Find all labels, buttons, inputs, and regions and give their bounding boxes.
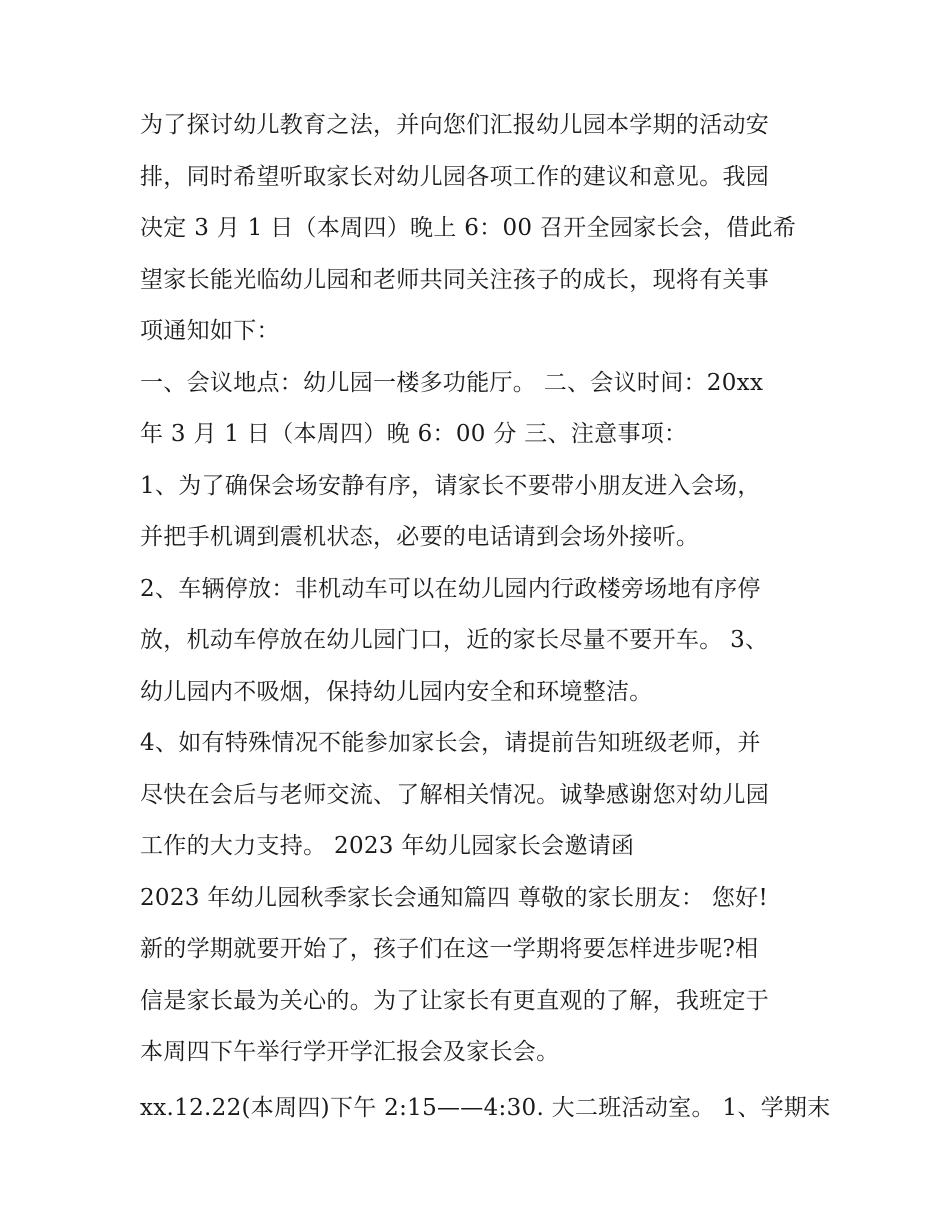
text-line: xx.12.22(本周四)下午 2:15——4:30. 大二班活动室。 1、学期末 bbox=[140, 1094, 831, 1121]
text-line: 幼儿园内不吸烟，保持幼儿园内安全和环境整洁。 bbox=[140, 678, 653, 705]
text-line: 尽快在会后与老师交流、了解相关情况。诚挚感谢您对幼儿园 bbox=[140, 781, 770, 808]
text-line: 一、会议地点：幼儿园一楼多功能厅。 二、会议时间：20xx bbox=[140, 369, 764, 396]
text-line: 项通知如下： bbox=[140, 318, 280, 344]
text-line: 排，同时希望听取家长对幼儿园各项工作的建议和意见。我园 bbox=[140, 163, 770, 190]
text-line: 本周四下午举行学开学汇报会及家长会。 bbox=[140, 1039, 560, 1065]
text-line: 2023 年幼儿园秋季家长会通知篇四 尊敬的家长朋友： 您好! bbox=[140, 884, 769, 911]
text-line: 为了探讨幼儿教育之法，并向您们汇报幼儿园本学期的活动安 bbox=[140, 112, 770, 138]
document-body bbox=[140, 100, 831, 1134]
text-line: 决定 3 月 1 日（本周四）晚上 6：00 召开全园家长会，借此希 bbox=[140, 215, 797, 241]
text-line: 并把手机调到震机状态，必要的电话请到会场外接听。 bbox=[140, 524, 700, 550]
text-line: 望家长能光临幼儿园和老师共同关注孩子的成长，现将有关事 bbox=[140, 266, 770, 293]
text-line: 工作的大力支持。 2023 年幼儿园家长会邀请函 bbox=[140, 833, 635, 859]
text-line: 年 3 月 1 日（本周四）晚 6：00 分 三、注意事项： bbox=[140, 421, 688, 447]
text-line: 放，机动车停放在幼儿园门口，近的家长尽量不要开车。 3、 bbox=[140, 627, 769, 653]
text-line: 4、如有特殊情况不能参加家长会，请提前告知班级老师，并 bbox=[140, 730, 761, 756]
text-line: 1、为了确保会场安静有序，请家长不要带小朋友进入会场， bbox=[140, 472, 761, 499]
text-line: 2、车辆停放：非机动车可以在幼儿园内行政楼旁场地有序停 bbox=[140, 575, 761, 602]
text-line: 信是家长最为关心的。为了让家长有更直观的了解，我班定于 bbox=[140, 987, 770, 1014]
text-line: 新的学期就要开始了，孩子们在这一学期将要怎样进步呢?相 bbox=[140, 936, 759, 962]
